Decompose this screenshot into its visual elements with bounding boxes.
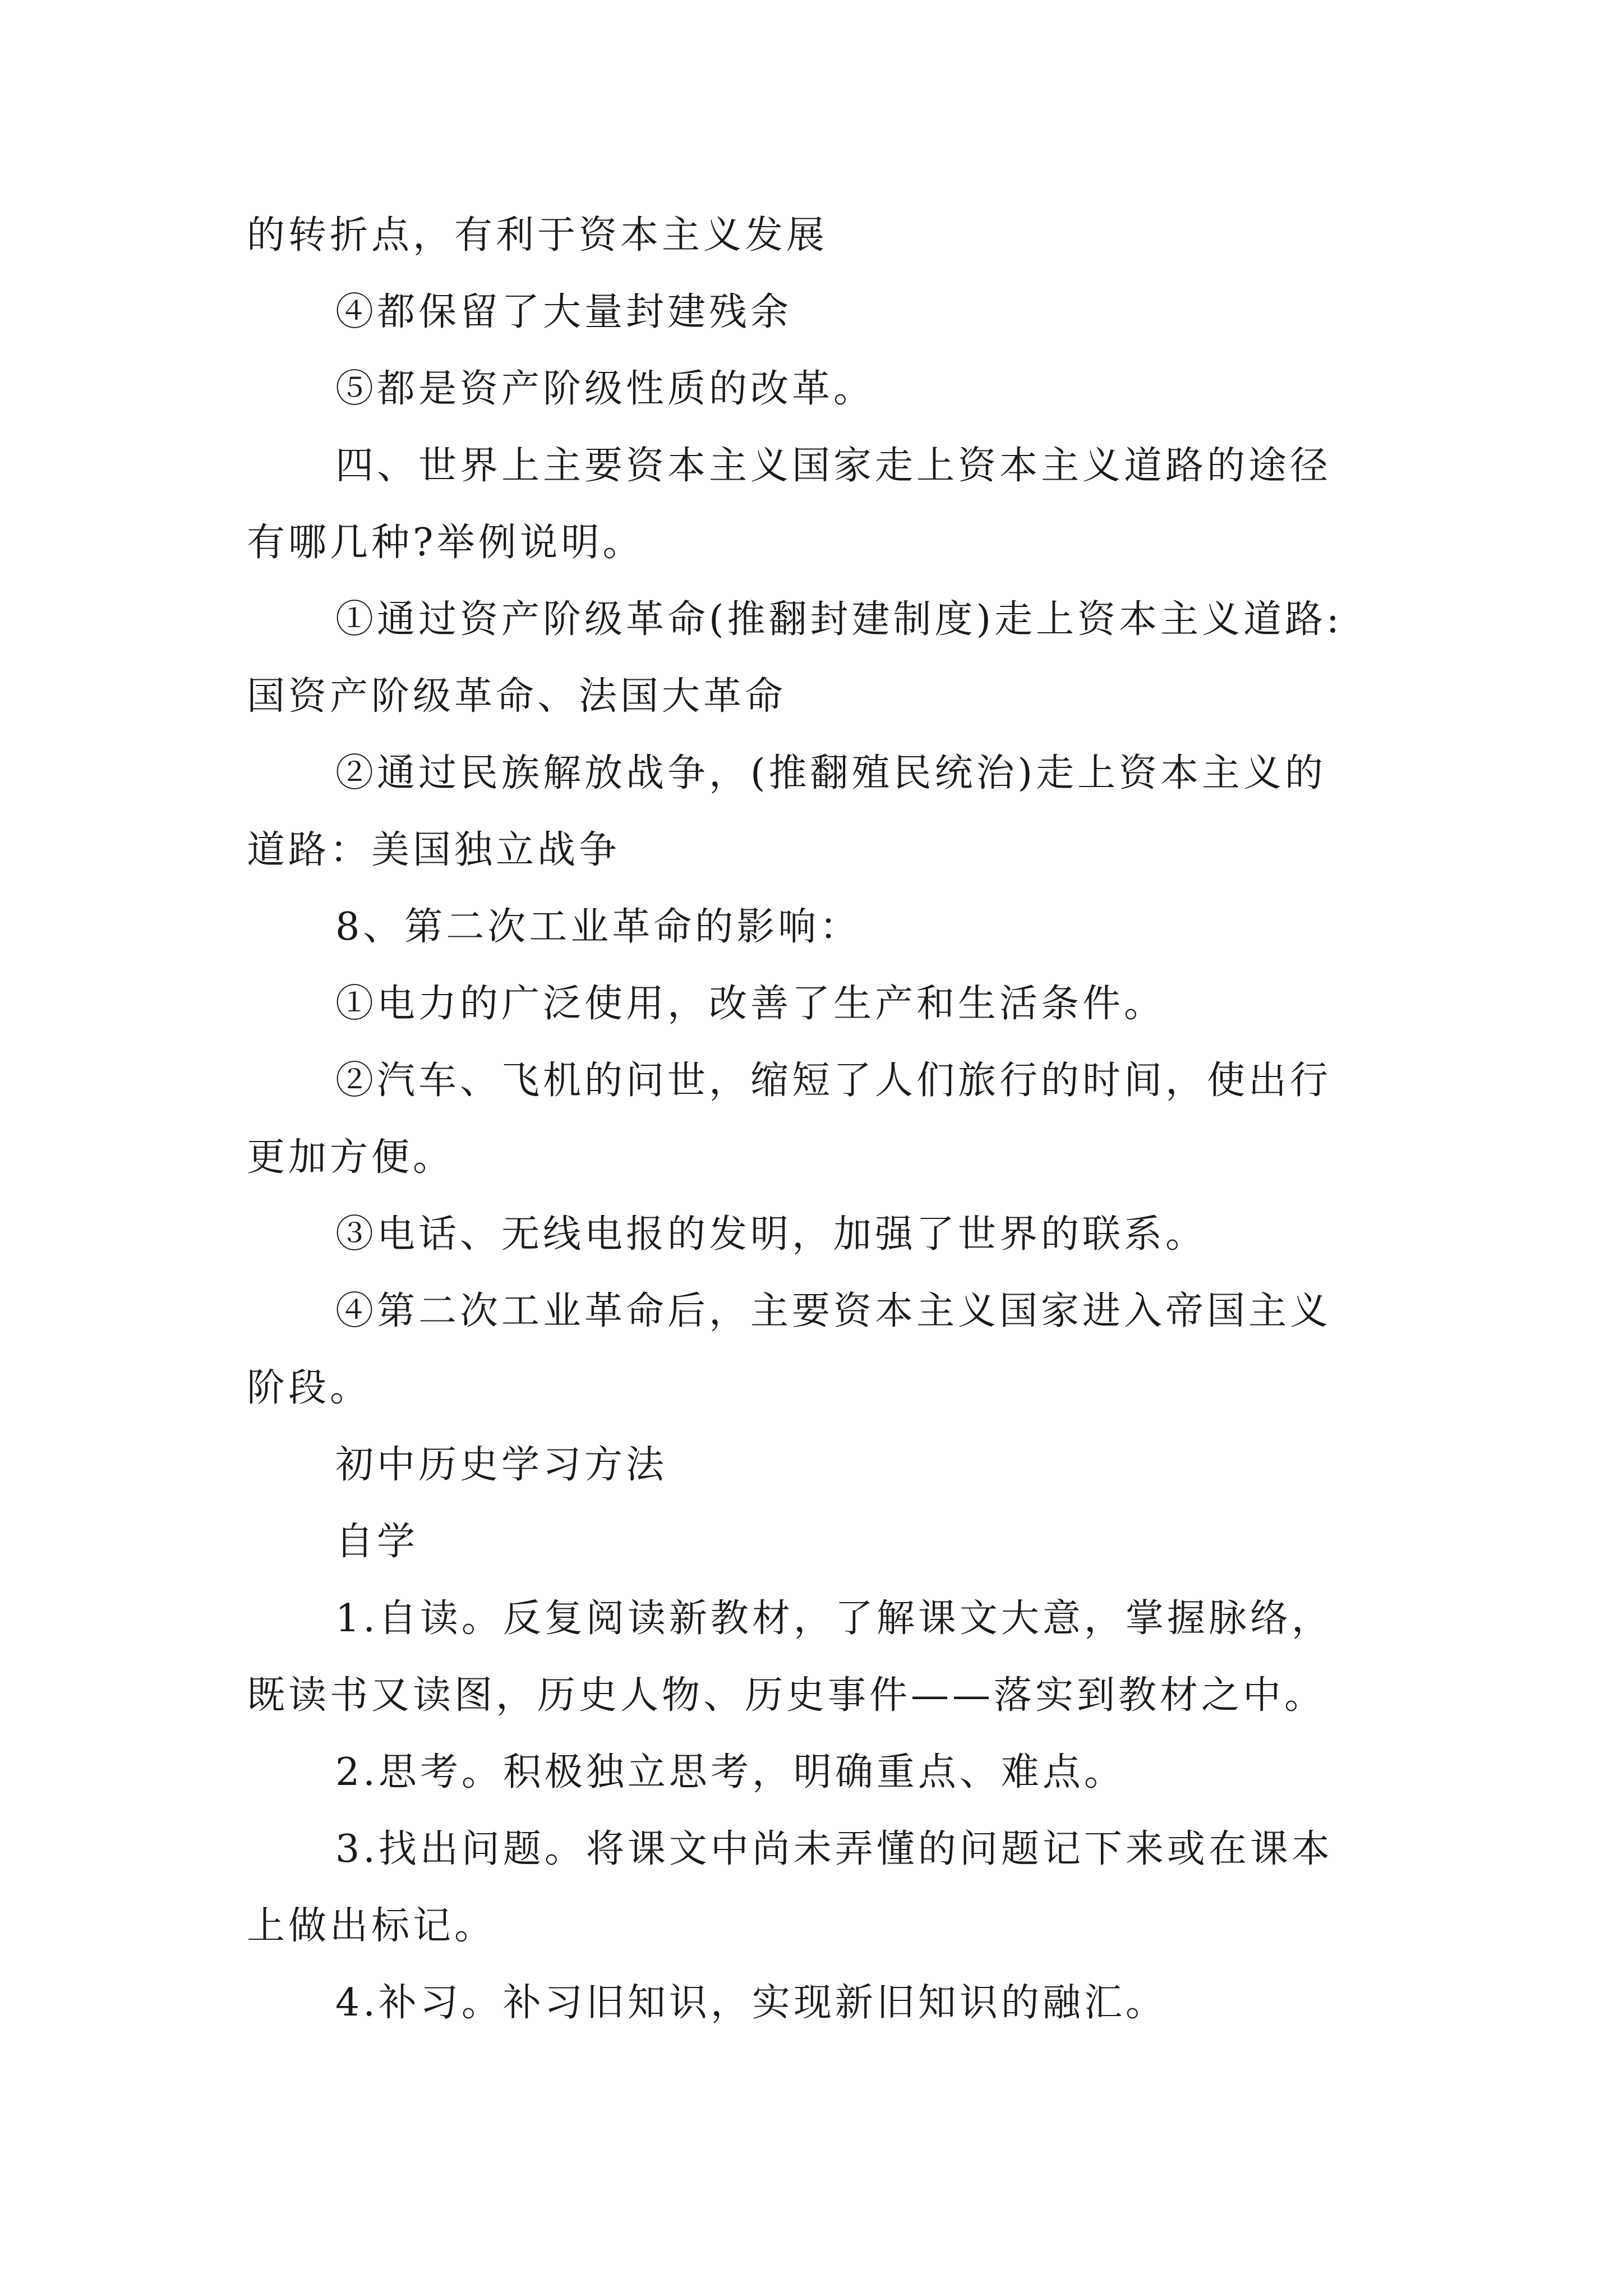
list-item: 3.找出问题。将课文中尚未弄懂的问题记下来或在课本 <box>335 1827 1333 1871</box>
list-item: ②通过民族解放战争，(推翻殖民统治)走上资本主义的 <box>335 751 1327 795</box>
subsection-heading: 自学 <box>335 1520 419 1564</box>
list-item: ②汽车、飞机的问世，缩短了人们旅行的时间，使出行 <box>335 1059 1332 1103</box>
text-line: 阶段。 <box>247 1366 372 1410</box>
list-item: 2.思考。积极独立思考，明确重点、难点。 <box>335 1750 1126 1795</box>
list-item: ④都保留了大量封建残余 <box>335 290 792 334</box>
text-line: 更加方便。 <box>247 1135 455 1180</box>
text-line: 国资产阶级革命、法国大革命 <box>247 674 787 719</box>
text-line: 有哪几种?举例说明。 <box>247 521 644 565</box>
section-heading: 四、世界上主要资本主义国家走上资本主义道路的途径 <box>335 444 1332 488</box>
list-item: ①通过资产阶级革命(推翻封建制度)走上资本主义道路: <box>335 597 1343 642</box>
text-line: 上做出标记。 <box>247 1904 496 1948</box>
section-heading: 8、第二次工业革命的影响： <box>335 905 861 949</box>
section-heading: 初中历史学习方法 <box>335 1443 668 1487</box>
list-item: ①电力的广泛使用，改善了生产和生活条件。 <box>335 982 1166 1026</box>
text-line: 的转折点，有利于资本主义发展 <box>247 213 828 257</box>
list-item: 1.自读。反复阅读新教材，了解课文大意，掌握脉络， <box>335 1596 1333 1641</box>
list-item: ③电话、无线电报的发明，加强了世界的联系。 <box>335 1212 1207 1257</box>
text-line: 既读书又读图，历史人物、历史事件——落实到教材之中。 <box>247 1673 1326 1718</box>
text-line: 道路：美国独立战争 <box>247 828 621 872</box>
list-item: 4.补习。补习旧知识，实现新旧知识的融汇。 <box>335 1981 1167 2025</box>
list-item: ④第二次工业革命后，主要资本主义国家进入帝国主义 <box>335 1289 1332 1333</box>
list-item: ⑤都是资产阶级性质的改革。 <box>335 367 875 411</box>
